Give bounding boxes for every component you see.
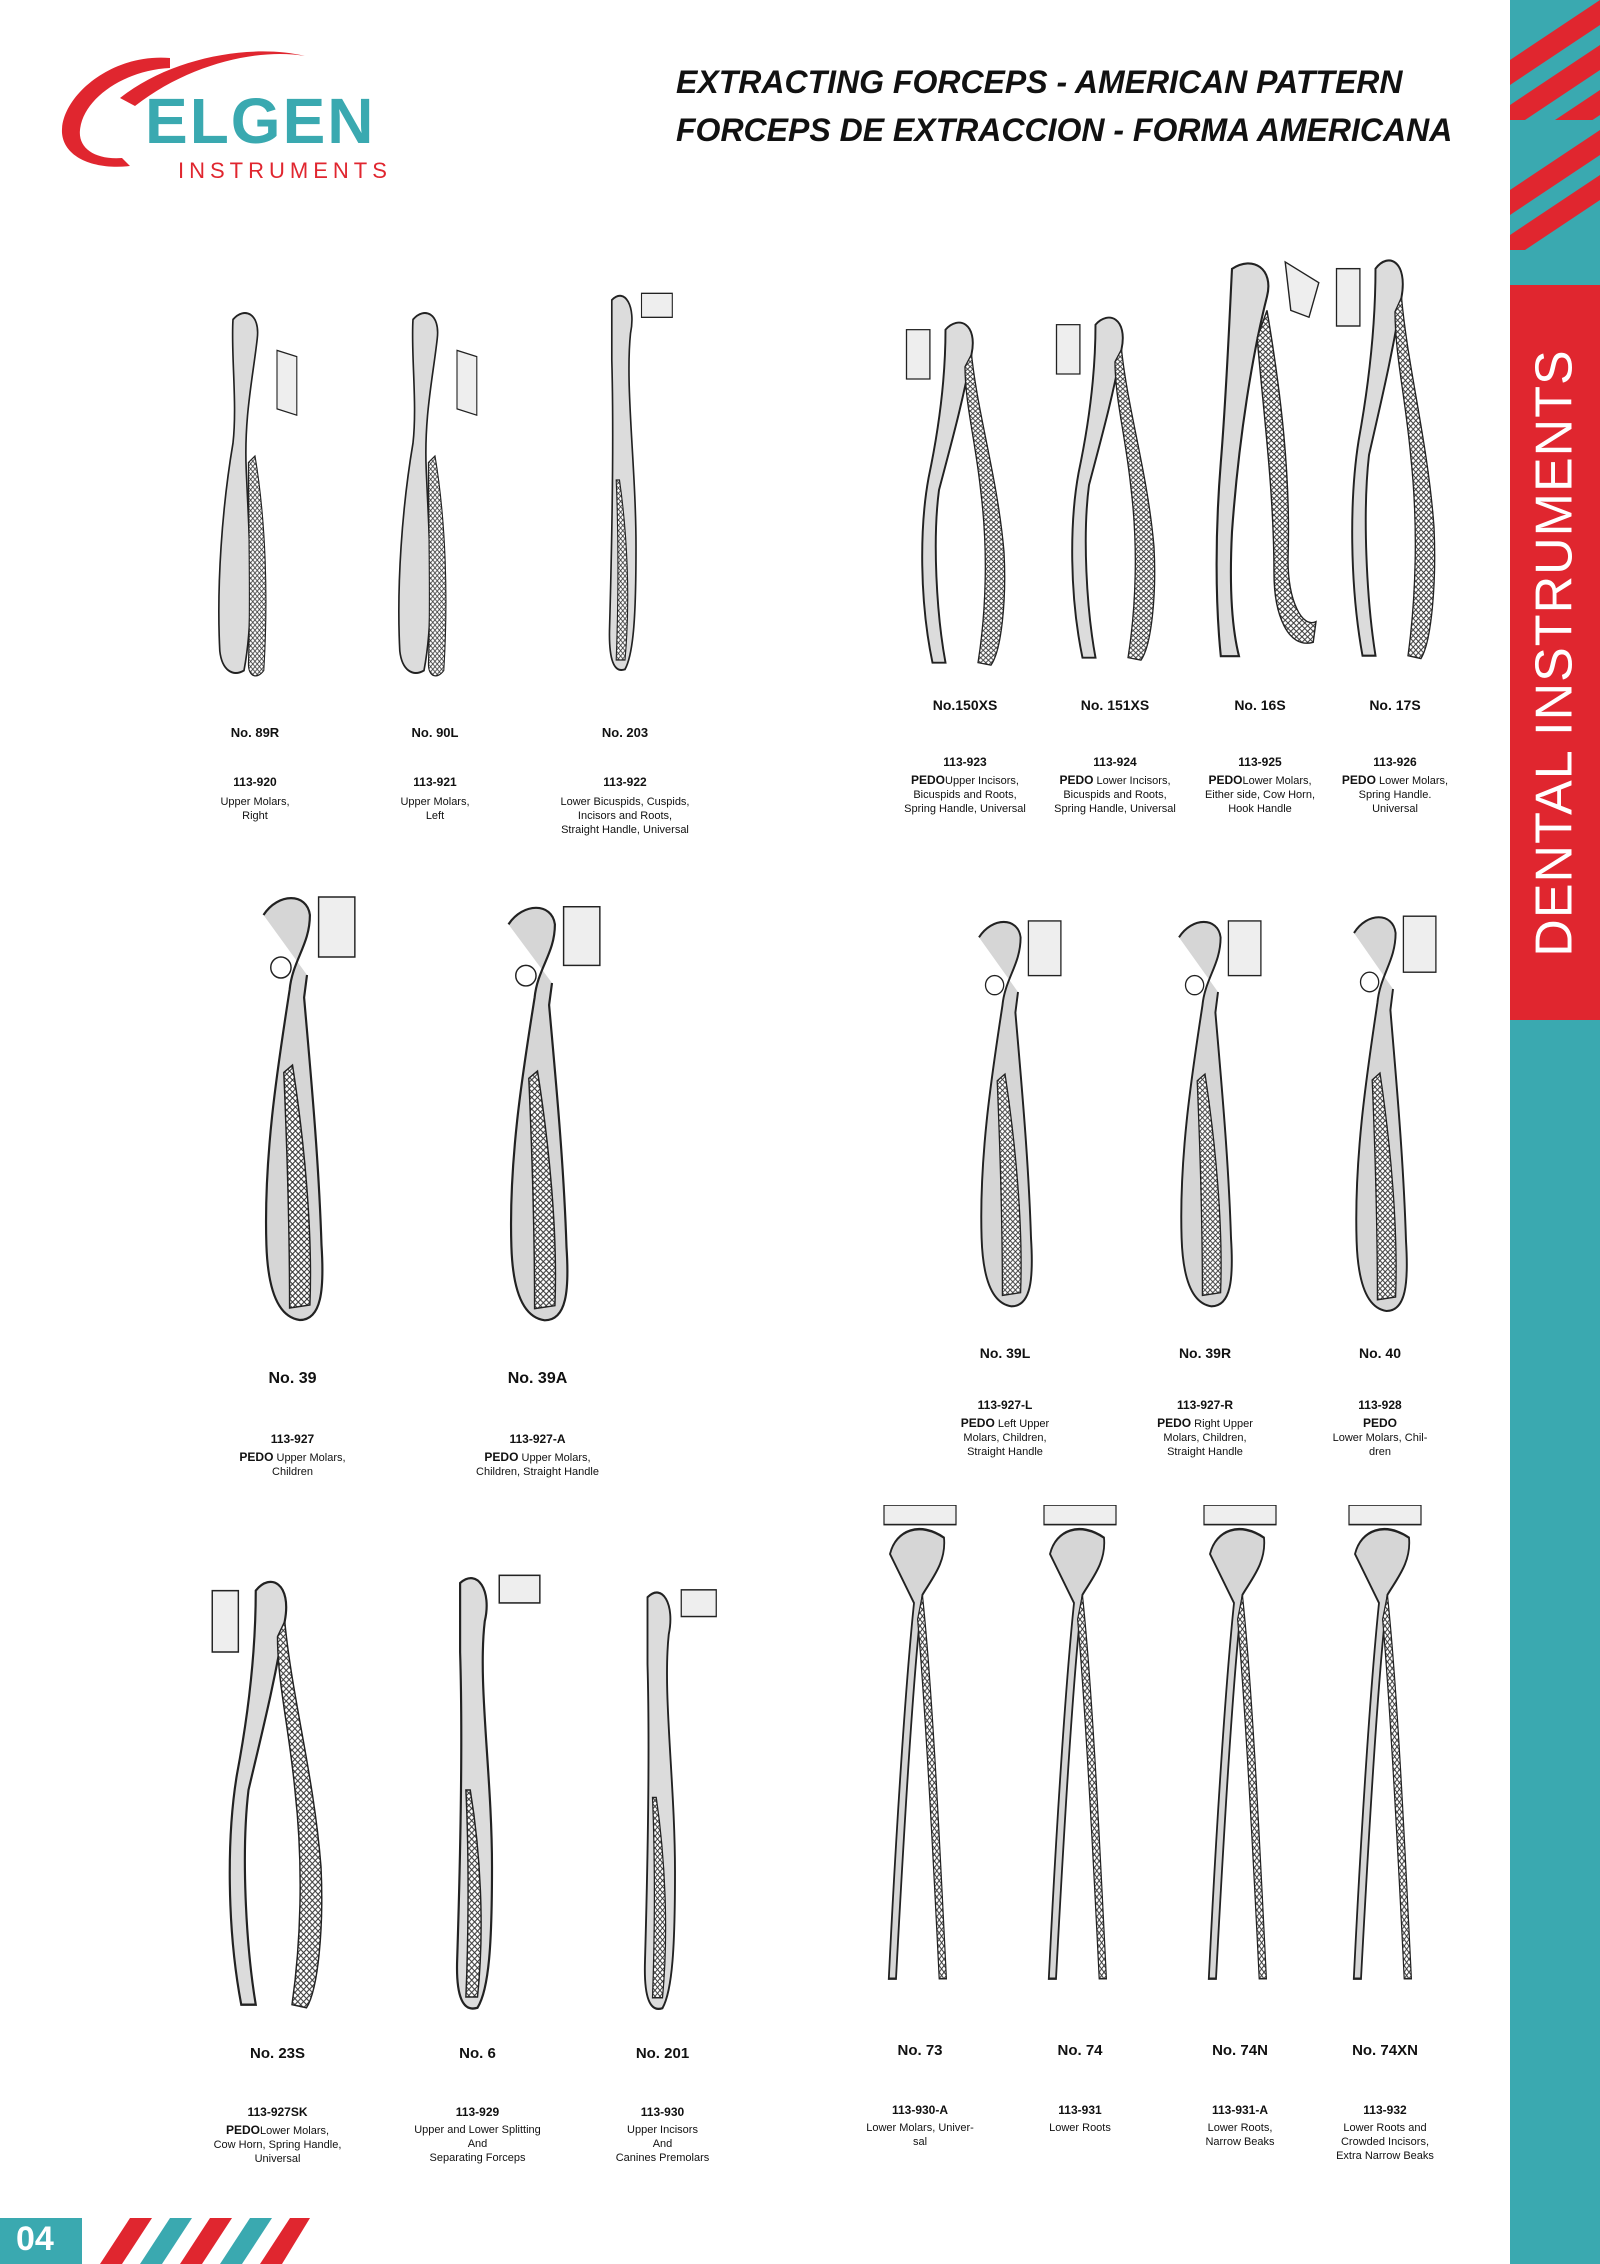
- instrument-code: 113-929: [455, 2105, 500, 2119]
- stripe-decoration-top: [1510, 0, 1600, 120]
- instrument-image: [900, 305, 1030, 675]
- instrument-name: No. 39A: [507, 1370, 568, 1387]
- forceps-illustration: [1180, 1505, 1300, 1995]
- forceps-illustration: [465, 895, 610, 1335]
- description-text: Lower Roots and Crowded Incisors, Extra Narrow Beaks: [1336, 2122, 1434, 2162]
- instrument-image: [940, 910, 1070, 1320]
- instrument-image: [600, 1575, 725, 2020]
- instrument-image: [1020, 1505, 1140, 1995]
- instrument-image: [1315, 905, 1445, 1325]
- elgen-logo: [50, 38, 410, 198]
- page-heading: [676, 58, 1452, 154]
- instrument-description: [835, 2121, 1005, 2149]
- instrument-code: 113-928: [1358, 1398, 1402, 1412]
- sidebar-title: DENTAL INSTRUMENTS: [1526, 348, 1584, 957]
- instrument-description: [170, 795, 340, 823]
- instrument-description: [393, 2123, 563, 2165]
- instrument-name: No. 151XS: [1080, 697, 1150, 713]
- description-text: Upper Incisors, Bicuspids and Roots, Spring Handle, Universal: [904, 775, 1026, 815]
- instrument-name: No. 74: [1057, 2042, 1103, 2059]
- instrument-name: No. 201: [635, 2045, 690, 2062]
- instrument-image: [860, 1505, 980, 1995]
- instrument-name: No. 89R: [230, 725, 280, 740]
- forceps-illustration: [1315, 905, 1445, 1325]
- forceps-illustration: [205, 1560, 350, 2020]
- instrument-name: No. 203: [601, 725, 649, 740]
- forceps-illustration: [1190, 255, 1330, 670]
- instrument-description: [208, 1450, 378, 1479]
- instrument-image: [1140, 910, 1270, 1320]
- instrument-name: No. 17S: [1369, 697, 1421, 713]
- description-text: Upper and Lower Splitting And Separating Forceps: [414, 2124, 541, 2164]
- forceps-illustration: [940, 910, 1070, 1320]
- instrument-description: [880, 773, 1050, 816]
- description-text: Lower Molars, Cow Horn, Spring Handle, Universal: [213, 2125, 342, 2165]
- description-text: Upper Incisors And Canines Premolars: [615, 2124, 710, 2164]
- instrument-image: [1330, 240, 1460, 670]
- instrument-code: 113-927-L: [977, 1398, 1033, 1412]
- svg-text:ELGEN: ELGEN: [145, 85, 376, 157]
- instrument-code: 113-922: [603, 775, 647, 789]
- instrument-name: No. 74XN: [1352, 2042, 1418, 2059]
- description-text: Lower Molars, Chil- dren: [1332, 1432, 1428, 1458]
- instrument-code: 113-931: [1058, 2103, 1102, 2117]
- description-text: Lower Incisors, Bicuspids and Roots, Spring Handle, Universal: [1054, 775, 1176, 815]
- instrument-code: 113-932: [1363, 2103, 1407, 2117]
- instrument-description: [920, 1416, 1090, 1459]
- instrument-code: 113-927-R: [1176, 1398, 1234, 1412]
- instrument-image: [405, 1560, 550, 2020]
- heading-english: EXTRACTING FORCEPS - AMERICAN PATTERN: [676, 64, 1403, 100]
- pedo-label: PEDO: [239, 1450, 274, 1464]
- description-text: Lower Molars, Univer- sal: [866, 2122, 974, 2148]
- forceps-illustration: [1050, 300, 1180, 670]
- instrument-name: No. 40: [1358, 1345, 1401, 1361]
- forceps-illustration: [200, 300, 310, 690]
- description-text: Lower Roots, Narrow Beaks: [1205, 2122, 1275, 2148]
- page-number: 04: [16, 2220, 54, 2258]
- instrument-description: [578, 2123, 748, 2165]
- instrument-code: 113-930: [640, 2105, 685, 2119]
- instrument-name: No. 6: [459, 2045, 496, 2062]
- pedo-label: PEDO: [911, 773, 946, 787]
- forceps-illustration: [1020, 1505, 1140, 1995]
- pedo-label: PEDO: [960, 1416, 995, 1430]
- instrument-name: No. 39R: [1178, 1345, 1232, 1361]
- description-text: Lower Roots: [1049, 2122, 1111, 2134]
- instrument-code: 113-923: [943, 755, 987, 769]
- instrument-description: [1310, 773, 1480, 816]
- description-text: Lower Molars, Either side, Cow Horn, Hook Handle: [1204, 775, 1316, 815]
- instrument-code: 113-926: [1373, 755, 1417, 769]
- forceps-illustration: [570, 280, 680, 680]
- instrument-description: [193, 2123, 363, 2166]
- instrument-image: [1325, 1505, 1445, 1995]
- instrument-image: [570, 280, 680, 680]
- instrument-code: 113-921: [413, 775, 457, 789]
- instrument-name: No. 90L: [411, 725, 459, 740]
- instrument-name: No. 16S: [1234, 697, 1286, 713]
- instrument-name: No. 74N: [1212, 2042, 1268, 2059]
- forceps-illustration: [860, 1505, 980, 1995]
- instrument-name: No.150XS: [932, 697, 998, 713]
- description-text: Upper Molars, Children: [272, 1452, 346, 1478]
- pedo-label: PEDO: [1208, 773, 1243, 787]
- svg-text:INSTRUMENTS: INSTRUMENTS: [178, 158, 392, 183]
- instrument-code: 113-927-A: [509, 1432, 566, 1446]
- forceps-illustration: [1330, 240, 1460, 670]
- instrument-name: No. 73: [897, 2042, 943, 2059]
- instrument-image: [1180, 1505, 1300, 1995]
- instrument-description: [350, 795, 520, 823]
- instrument-code: 113-930-A: [891, 2103, 949, 2117]
- instrument-code: 113-927: [270, 1432, 315, 1446]
- instrument-image: [205, 1560, 350, 2020]
- instrument-description: [453, 1450, 623, 1479]
- pedo-label: PEDO: [1341, 773, 1376, 787]
- description-text: Left Upper Molars, Children, Straight Handle: [963, 1418, 1050, 1458]
- pedo-label: PEDO: [225, 2123, 260, 2137]
- pedo-label: PEDO: [1157, 1416, 1192, 1430]
- instrument-image: [200, 300, 310, 690]
- forceps-illustration: [1325, 1505, 1445, 1995]
- instrument-description: [540, 795, 710, 837]
- description-text: Upper Molars, Right: [220, 796, 290, 822]
- instrument-image: [220, 885, 365, 1335]
- forceps-illustration: [220, 885, 365, 1335]
- instrument-code: 113-925: [1238, 755, 1282, 769]
- instrument-description: [1295, 1416, 1465, 1459]
- instrument-image: [380, 300, 490, 690]
- stripe-decoration-mid: [1510, 130, 1600, 250]
- instrument-description: [1120, 1416, 1290, 1459]
- instrument-description: [1300, 2121, 1470, 2163]
- description-text: Right Upper Molars, Children, Straight Handle: [1163, 1418, 1253, 1458]
- forceps-illustration: [380, 300, 490, 690]
- description-text: Lower Molars, Spring Handle. Universal: [1358, 775, 1449, 815]
- description-text: Upper Molars, Left: [400, 796, 470, 822]
- instrument-image: [1050, 300, 1180, 670]
- pedo-label: PEDO: [1362, 1416, 1397, 1430]
- instrument-code: 113-924: [1093, 755, 1137, 769]
- instrument-image: [1190, 255, 1330, 670]
- forceps-illustration: [1140, 910, 1270, 1320]
- forceps-illustration: [600, 1575, 725, 2020]
- description-text: Upper Molars, Children, Straight Handle: [476, 1452, 599, 1478]
- instrument-description: [995, 2121, 1165, 2135]
- instrument-code: 113-920: [233, 775, 277, 789]
- instrument-code: 113-927SK: [247, 2105, 308, 2119]
- pedo-label: PEDO: [1059, 773, 1094, 787]
- instrument-name: No. 23S: [249, 2045, 306, 2062]
- pedo-label: PEDO: [484, 1450, 519, 1464]
- forceps-illustration: [405, 1560, 550, 2020]
- description-text: Lower Bicuspids, Cuspids, Incisors and Roots, Straight Handle, Universal: [560, 796, 690, 836]
- heading-spanish: FORCEPS DE EXTRACCION - FORMA AMERICANA: [676, 112, 1453, 148]
- instrument-name: No. 39: [268, 1370, 317, 1387]
- instrument-image: [465, 895, 610, 1335]
- instrument-name: No. 39L: [979, 1345, 1031, 1361]
- forceps-illustration: [900, 305, 1030, 675]
- instrument-code: 113-931-A: [1211, 2103, 1269, 2117]
